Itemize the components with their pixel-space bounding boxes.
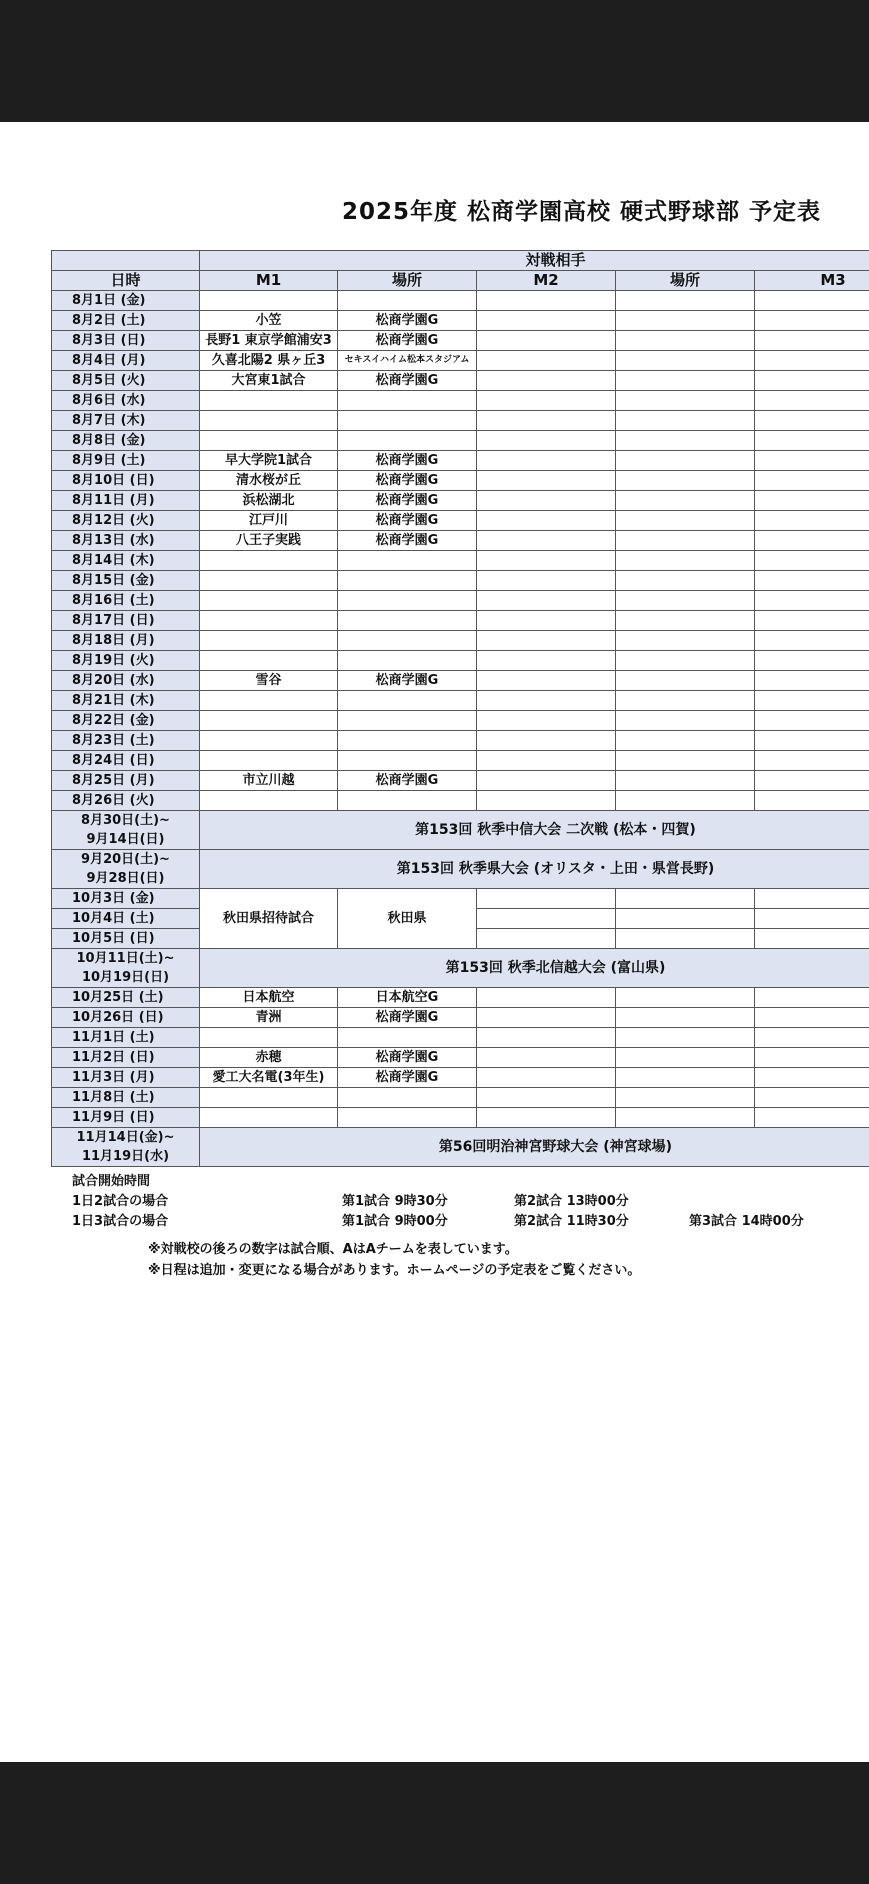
- empty-cell: [477, 311, 616, 331]
- event-row: [52, 811, 869, 850]
- empty-cell: [477, 1008, 616, 1028]
- page-title: 2025年度 松商学園高校 硬式野球部 予定表: [342, 199, 822, 225]
- table-row: [52, 1108, 869, 1128]
- table-row: [52, 551, 869, 571]
- empty-cell: [616, 511, 755, 531]
- empty-cell: [477, 471, 616, 491]
- empty-cell: [616, 591, 755, 611]
- table-row: [52, 351, 869, 371]
- top-dark-bar: [0, 0, 869, 122]
- m1-cell: 久喜北陽2 県ヶ丘3: [200, 351, 338, 371]
- date-cell: 10月5日 (日): [52, 929, 200, 949]
- table-row: [52, 391, 869, 411]
- empty-cell: [616, 1048, 755, 1068]
- table-row: [52, 791, 869, 811]
- date-cell: 8月5日 (火): [52, 371, 200, 391]
- date-cell: 8月20日 (水): [52, 671, 200, 691]
- empty-cell: [477, 751, 616, 771]
- place-cell: 松商学園G: [338, 511, 477, 531]
- place-cell: 松商学園G: [338, 331, 477, 351]
- m1-cell: [200, 631, 338, 651]
- event-date-end: 9月14日(日): [86, 832, 165, 847]
- date-cell: 8月14日 (木): [52, 551, 200, 571]
- empty-cell: [755, 591, 869, 611]
- notes-heading: 試合開始時間: [72, 1174, 151, 1189]
- place-cell: セキスイハイム松本スタジアム: [338, 351, 477, 371]
- event-date-cell: [52, 1128, 200, 1167]
- empty-cell: [755, 751, 869, 771]
- event-date-start: 9月20日(土)~: [81, 852, 170, 867]
- table-row: [52, 988, 869, 1008]
- empty-cell: [477, 591, 616, 611]
- event-name-cell: 第153回 秋季中信大会 二次戦 (松本・四賀): [200, 811, 869, 850]
- table-row: [52, 471, 869, 491]
- empty-cell: [616, 751, 755, 771]
- notes-three-g3: 第3試合 14時00分: [689, 1214, 804, 1229]
- empty-cell: [755, 451, 869, 471]
- m1-cell: [200, 571, 338, 591]
- table-row: [52, 411, 869, 431]
- empty-cell: [477, 411, 616, 431]
- empty-cell: [755, 571, 869, 591]
- empty-cell: [477, 711, 616, 731]
- place-cell: 日本航空G: [338, 988, 477, 1008]
- empty-cell: [616, 1008, 755, 1028]
- empty-cell: [755, 391, 869, 411]
- event-date-start: 10月11日(土)~: [76, 951, 175, 966]
- place-cell: 松商学園G: [338, 771, 477, 791]
- event-date-start: 8月30日(土)~: [81, 813, 170, 828]
- empty-cell: [477, 291, 616, 311]
- empty-cell: [616, 731, 755, 751]
- empty-cell: [616, 331, 755, 351]
- m1-cell: 江戸川: [200, 511, 338, 531]
- table-row: [52, 491, 869, 511]
- date-cell: 8月22日 (金): [52, 711, 200, 731]
- date-cell: 8月21日 (木): [52, 691, 200, 711]
- empty-cell: [755, 1028, 869, 1048]
- empty-cell: [477, 371, 616, 391]
- place-cell: 松商学園G: [338, 1048, 477, 1068]
- place-cell: 松商学園G: [338, 671, 477, 691]
- place-cell: [338, 1028, 477, 1048]
- header-row-1: [52, 251, 869, 271]
- notes-two-label: 1日2試合の場合: [72, 1194, 169, 1209]
- place-cell: [338, 391, 477, 411]
- empty-cell: [755, 671, 869, 691]
- empty-cell: [616, 771, 755, 791]
- empty-cell: [477, 1048, 616, 1068]
- empty-cell: [477, 929, 616, 949]
- empty-cell: [755, 351, 869, 371]
- header-m1: M1: [200, 271, 338, 291]
- m1-cell: [200, 551, 338, 571]
- m1-cell: 小笠: [200, 311, 338, 331]
- empty-cell: [616, 351, 755, 371]
- empty-cell: [477, 1028, 616, 1048]
- empty-cell: [616, 631, 755, 651]
- header-m2: M2: [477, 271, 616, 291]
- table-row: [52, 371, 869, 391]
- table-row: [52, 311, 869, 331]
- m1-cell: [200, 1108, 338, 1128]
- event-date-end: 9月28日(日): [86, 871, 165, 886]
- date-cell: 11月1日 (土): [52, 1028, 200, 1048]
- table-row: [52, 691, 869, 711]
- m1-cell: 浜松湖北: [200, 491, 338, 511]
- event-row: [52, 949, 869, 988]
- m1-cell: [200, 1028, 338, 1048]
- table-row: [52, 331, 869, 351]
- date-cell: 8月6日 (水): [52, 391, 200, 411]
- empty-cell: [616, 691, 755, 711]
- empty-cell: [477, 651, 616, 671]
- date-cell: 11月2日 (日): [52, 1048, 200, 1068]
- header-row-2: [52, 271, 869, 291]
- empty-cell: [477, 491, 616, 511]
- empty-cell: [755, 491, 869, 511]
- table-row: [52, 1028, 869, 1048]
- place-cell: [338, 631, 477, 651]
- m1-cell: 日本航空: [200, 988, 338, 1008]
- m1-cell: 市立川越: [200, 771, 338, 791]
- empty-cell: [755, 791, 869, 811]
- notes-three-g1: 第1試合 9時00分: [342, 1214, 448, 1229]
- m1-cell: [200, 691, 338, 711]
- m1-cell: [200, 431, 338, 451]
- empty-cell: [616, 889, 755, 909]
- place-cell: [338, 571, 477, 591]
- table-row: [52, 731, 869, 751]
- header-m3: M3: [755, 271, 869, 291]
- empty-cell: [755, 731, 869, 751]
- empty-cell: [477, 451, 616, 471]
- event-date-end: 11月19日(水): [81, 1149, 170, 1164]
- empty-cell: [616, 491, 755, 511]
- m1-cell: [200, 291, 338, 311]
- empty-cell: [616, 571, 755, 591]
- date-cell: 8月24日 (日): [52, 751, 200, 771]
- empty-cell: [616, 471, 755, 491]
- place-cell: [338, 1108, 477, 1128]
- date-cell: 8月9日 (土): [52, 451, 200, 471]
- empty-cell: [755, 1088, 869, 1108]
- empty-cell: [477, 571, 616, 591]
- empty-cell: [616, 791, 755, 811]
- m1-cell: 雪谷: [200, 671, 338, 691]
- table-row: [52, 611, 869, 631]
- place-cell: 松商学園G: [338, 491, 477, 511]
- empty-cell: [755, 371, 869, 391]
- place-cell: [338, 691, 477, 711]
- date-cell: 8月18日 (月): [52, 631, 200, 651]
- place-cell: 松商学園G: [338, 311, 477, 331]
- place-cell: 松商学園G: [338, 371, 477, 391]
- date-cell: 8月13日 (水): [52, 531, 200, 551]
- empty-cell: [616, 391, 755, 411]
- table-row: [52, 651, 869, 671]
- empty-cell: [616, 291, 755, 311]
- empty-cell: [616, 988, 755, 1008]
- m1-cell: [200, 1088, 338, 1108]
- empty-cell: [477, 511, 616, 531]
- date-cell: 8月2日 (土): [52, 311, 200, 331]
- empty-cell: [616, 371, 755, 391]
- empty-cell: [616, 431, 755, 451]
- place-cell: 松商学園G: [338, 531, 477, 551]
- empty-cell: [755, 929, 869, 949]
- empty-cell: [477, 671, 616, 691]
- empty-cell: [755, 471, 869, 491]
- empty-cell: [755, 291, 869, 311]
- m1-cell: 赤穂: [200, 1048, 338, 1068]
- empty-cell: [477, 631, 616, 651]
- m1-cell: [200, 711, 338, 731]
- empty-cell: [755, 988, 869, 1008]
- m1-cell: [200, 411, 338, 431]
- m1-cell: 愛工大名電(3年生): [200, 1068, 338, 1088]
- empty-cell: [755, 551, 869, 571]
- remark-1: ※対戦校の後ろの数字は試合順、AはAチームを表しています。: [148, 1242, 518, 1257]
- date-cell: 8月1日 (金): [52, 291, 200, 311]
- akita-m1-cell: 秋田県招待試合: [200, 889, 338, 949]
- event-date-cell: [52, 850, 200, 889]
- place-cell: [338, 551, 477, 571]
- event-row: [52, 1128, 869, 1167]
- m1-cell: 早大学院1試合: [200, 451, 338, 471]
- event-date-end: 10月19日(日): [81, 970, 170, 985]
- table-row: [52, 591, 869, 611]
- empty-cell: [755, 651, 869, 671]
- empty-cell: [755, 531, 869, 551]
- empty-cell: [755, 889, 869, 909]
- place-cell: [338, 791, 477, 811]
- empty-cell: [755, 611, 869, 631]
- date-cell: 8月17日 (日): [52, 611, 200, 631]
- remarks: [148, 1239, 640, 1281]
- empty-cell: [755, 411, 869, 431]
- m1-cell: [200, 391, 338, 411]
- empty-cell: [477, 391, 616, 411]
- empty-cell: [755, 691, 869, 711]
- empty-cell: [616, 551, 755, 571]
- empty-cell: [616, 531, 755, 551]
- table-row: [52, 1008, 869, 1028]
- date-cell: 8月12日 (火): [52, 511, 200, 531]
- table-row: [52, 531, 869, 551]
- empty-cell: [477, 771, 616, 791]
- empty-cell: [616, 1028, 755, 1048]
- notes-two-g1: 第1試合 9時30分: [342, 1194, 448, 1209]
- empty-cell: [477, 331, 616, 351]
- place-cell: 松商学園G: [338, 1068, 477, 1088]
- empty-cell: [616, 909, 755, 929]
- date-cell: 8月7日 (木): [52, 411, 200, 431]
- event-row: [52, 850, 869, 889]
- header-place1: 場所: [338, 271, 477, 291]
- m1-cell: [200, 591, 338, 611]
- place-cell: 松商学園G: [338, 1008, 477, 1028]
- empty-cell: [616, 929, 755, 949]
- event-date-start: 11月14日(金)~: [76, 1130, 175, 1145]
- empty-cell: [616, 711, 755, 731]
- header-blank: [52, 251, 200, 271]
- date-cell: 8月4日 (月): [52, 351, 200, 371]
- date-cell: 8月11日 (月): [52, 491, 200, 511]
- place-cell: [338, 1088, 477, 1108]
- bottom-dark-bar: [0, 1762, 869, 1884]
- empty-cell: [477, 351, 616, 371]
- notes-three-g2: 第2試合 11時30分: [514, 1214, 629, 1229]
- table-row: [52, 511, 869, 531]
- date-cell: 8月19日 (火): [52, 651, 200, 671]
- empty-cell: [477, 909, 616, 929]
- m1-cell: 青洲: [200, 1008, 338, 1028]
- place-cell: [338, 731, 477, 751]
- date-cell: 10月3日 (金): [52, 889, 200, 909]
- m1-cell: [200, 731, 338, 751]
- empty-cell: [477, 988, 616, 1008]
- table-row: [52, 889, 869, 909]
- m1-cell: 八王子実践: [200, 531, 338, 551]
- event-name-cell: 第153回 秋季県大会 (オリスタ・上田・県営長野): [200, 850, 869, 889]
- empty-cell: [616, 1088, 755, 1108]
- empty-cell: [616, 1068, 755, 1088]
- table-row: [52, 571, 869, 591]
- empty-cell: [755, 431, 869, 451]
- place-cell: [338, 431, 477, 451]
- empty-cell: [616, 411, 755, 431]
- place-cell: [338, 591, 477, 611]
- m1-cell: [200, 611, 338, 631]
- date-cell: 11月9日 (日): [52, 1108, 200, 1128]
- table-row: [52, 751, 869, 771]
- date-cell: 8月3日 (日): [52, 331, 200, 351]
- header-place2: 場所: [616, 271, 755, 291]
- date-cell: 8月23日 (土): [52, 731, 200, 751]
- table-row: [52, 1048, 869, 1068]
- empty-cell: [477, 889, 616, 909]
- m1-cell: [200, 791, 338, 811]
- empty-cell: [616, 311, 755, 331]
- event-name-cell: 第153回 秋季北信越大会 (富山県): [200, 949, 869, 988]
- empty-cell: [477, 431, 616, 451]
- empty-cell: [477, 1088, 616, 1108]
- place-cell: 松商学園G: [338, 451, 477, 471]
- date-cell: 8月10日 (日): [52, 471, 200, 491]
- place-cell: [338, 411, 477, 431]
- date-cell: 10月26日 (日): [52, 1008, 200, 1028]
- place-cell: [338, 711, 477, 731]
- table-row: [52, 1088, 869, 1108]
- date-cell: 11月8日 (土): [52, 1088, 200, 1108]
- date-cell: 11月3日 (月): [52, 1068, 200, 1088]
- table-row: [52, 451, 869, 471]
- event-name-cell: 第56回明治神宮野球大会 (神宮球場): [200, 1128, 869, 1167]
- m1-cell: [200, 651, 338, 671]
- empty-cell: [616, 1108, 755, 1128]
- place-cell: [338, 751, 477, 771]
- empty-cell: [755, 1008, 869, 1028]
- date-cell: 8月8日 (金): [52, 431, 200, 451]
- date-cell: 8月26日 (火): [52, 791, 200, 811]
- m1-cell: 大宮東1試合: [200, 371, 338, 391]
- header-opponents: 対戦相手: [200, 251, 869, 271]
- place-cell: [338, 651, 477, 671]
- table-row: [52, 1068, 869, 1088]
- place-cell: 松商学園G: [338, 471, 477, 491]
- date-cell: 8月16日 (土): [52, 591, 200, 611]
- empty-cell: [616, 651, 755, 671]
- m1-cell: 清水桜が丘: [200, 471, 338, 491]
- table-row: [52, 291, 869, 311]
- empty-cell: [755, 1108, 869, 1128]
- m1-cell: 長野1 東京学館浦安3: [200, 331, 338, 351]
- table-row: [52, 431, 869, 451]
- empty-cell: [616, 451, 755, 471]
- empty-cell: [755, 511, 869, 531]
- empty-cell: [477, 531, 616, 551]
- empty-cell: [616, 671, 755, 691]
- empty-cell: [477, 691, 616, 711]
- notes-three-label: 1日3試合の場合: [72, 1214, 169, 1229]
- empty-cell: [755, 1068, 869, 1088]
- empty-cell: [755, 631, 869, 651]
- m1-cell: [200, 751, 338, 771]
- remark-2: ※日程は追加・変更になる場合があります。ホームページの予定表をご覧ください。: [148, 1263, 641, 1278]
- empty-cell: [477, 1108, 616, 1128]
- event-date-cell: [52, 811, 200, 850]
- empty-cell: [755, 771, 869, 791]
- empty-cell: [755, 711, 869, 731]
- date-cell: 10月25日 (土): [52, 988, 200, 1008]
- date-cell: 8月25日 (月): [52, 771, 200, 791]
- empty-cell: [477, 611, 616, 631]
- schedule-table: [51, 250, 869, 1167]
- table-row: [52, 671, 869, 691]
- table-row: [52, 711, 869, 731]
- table-row: [52, 771, 869, 791]
- notes-two-g2: 第2試合 13時00分: [514, 1194, 629, 1209]
- empty-cell: [755, 331, 869, 351]
- event-date-cell: [52, 949, 200, 988]
- empty-cell: [755, 909, 869, 929]
- empty-cell: [477, 551, 616, 571]
- place-cell: [338, 291, 477, 311]
- empty-cell: [755, 1048, 869, 1068]
- table-row: [52, 631, 869, 651]
- empty-cell: [477, 791, 616, 811]
- akita-place-cell: 秋田県: [338, 889, 477, 949]
- empty-cell: [477, 1068, 616, 1088]
- empty-cell: [477, 731, 616, 751]
- date-cell: 10月4日 (土): [52, 909, 200, 929]
- header-date: 日時: [52, 271, 200, 291]
- place-cell: [338, 611, 477, 631]
- empty-cell: [616, 611, 755, 631]
- empty-cell: [755, 311, 869, 331]
- date-cell: 8月15日 (金): [52, 571, 200, 591]
